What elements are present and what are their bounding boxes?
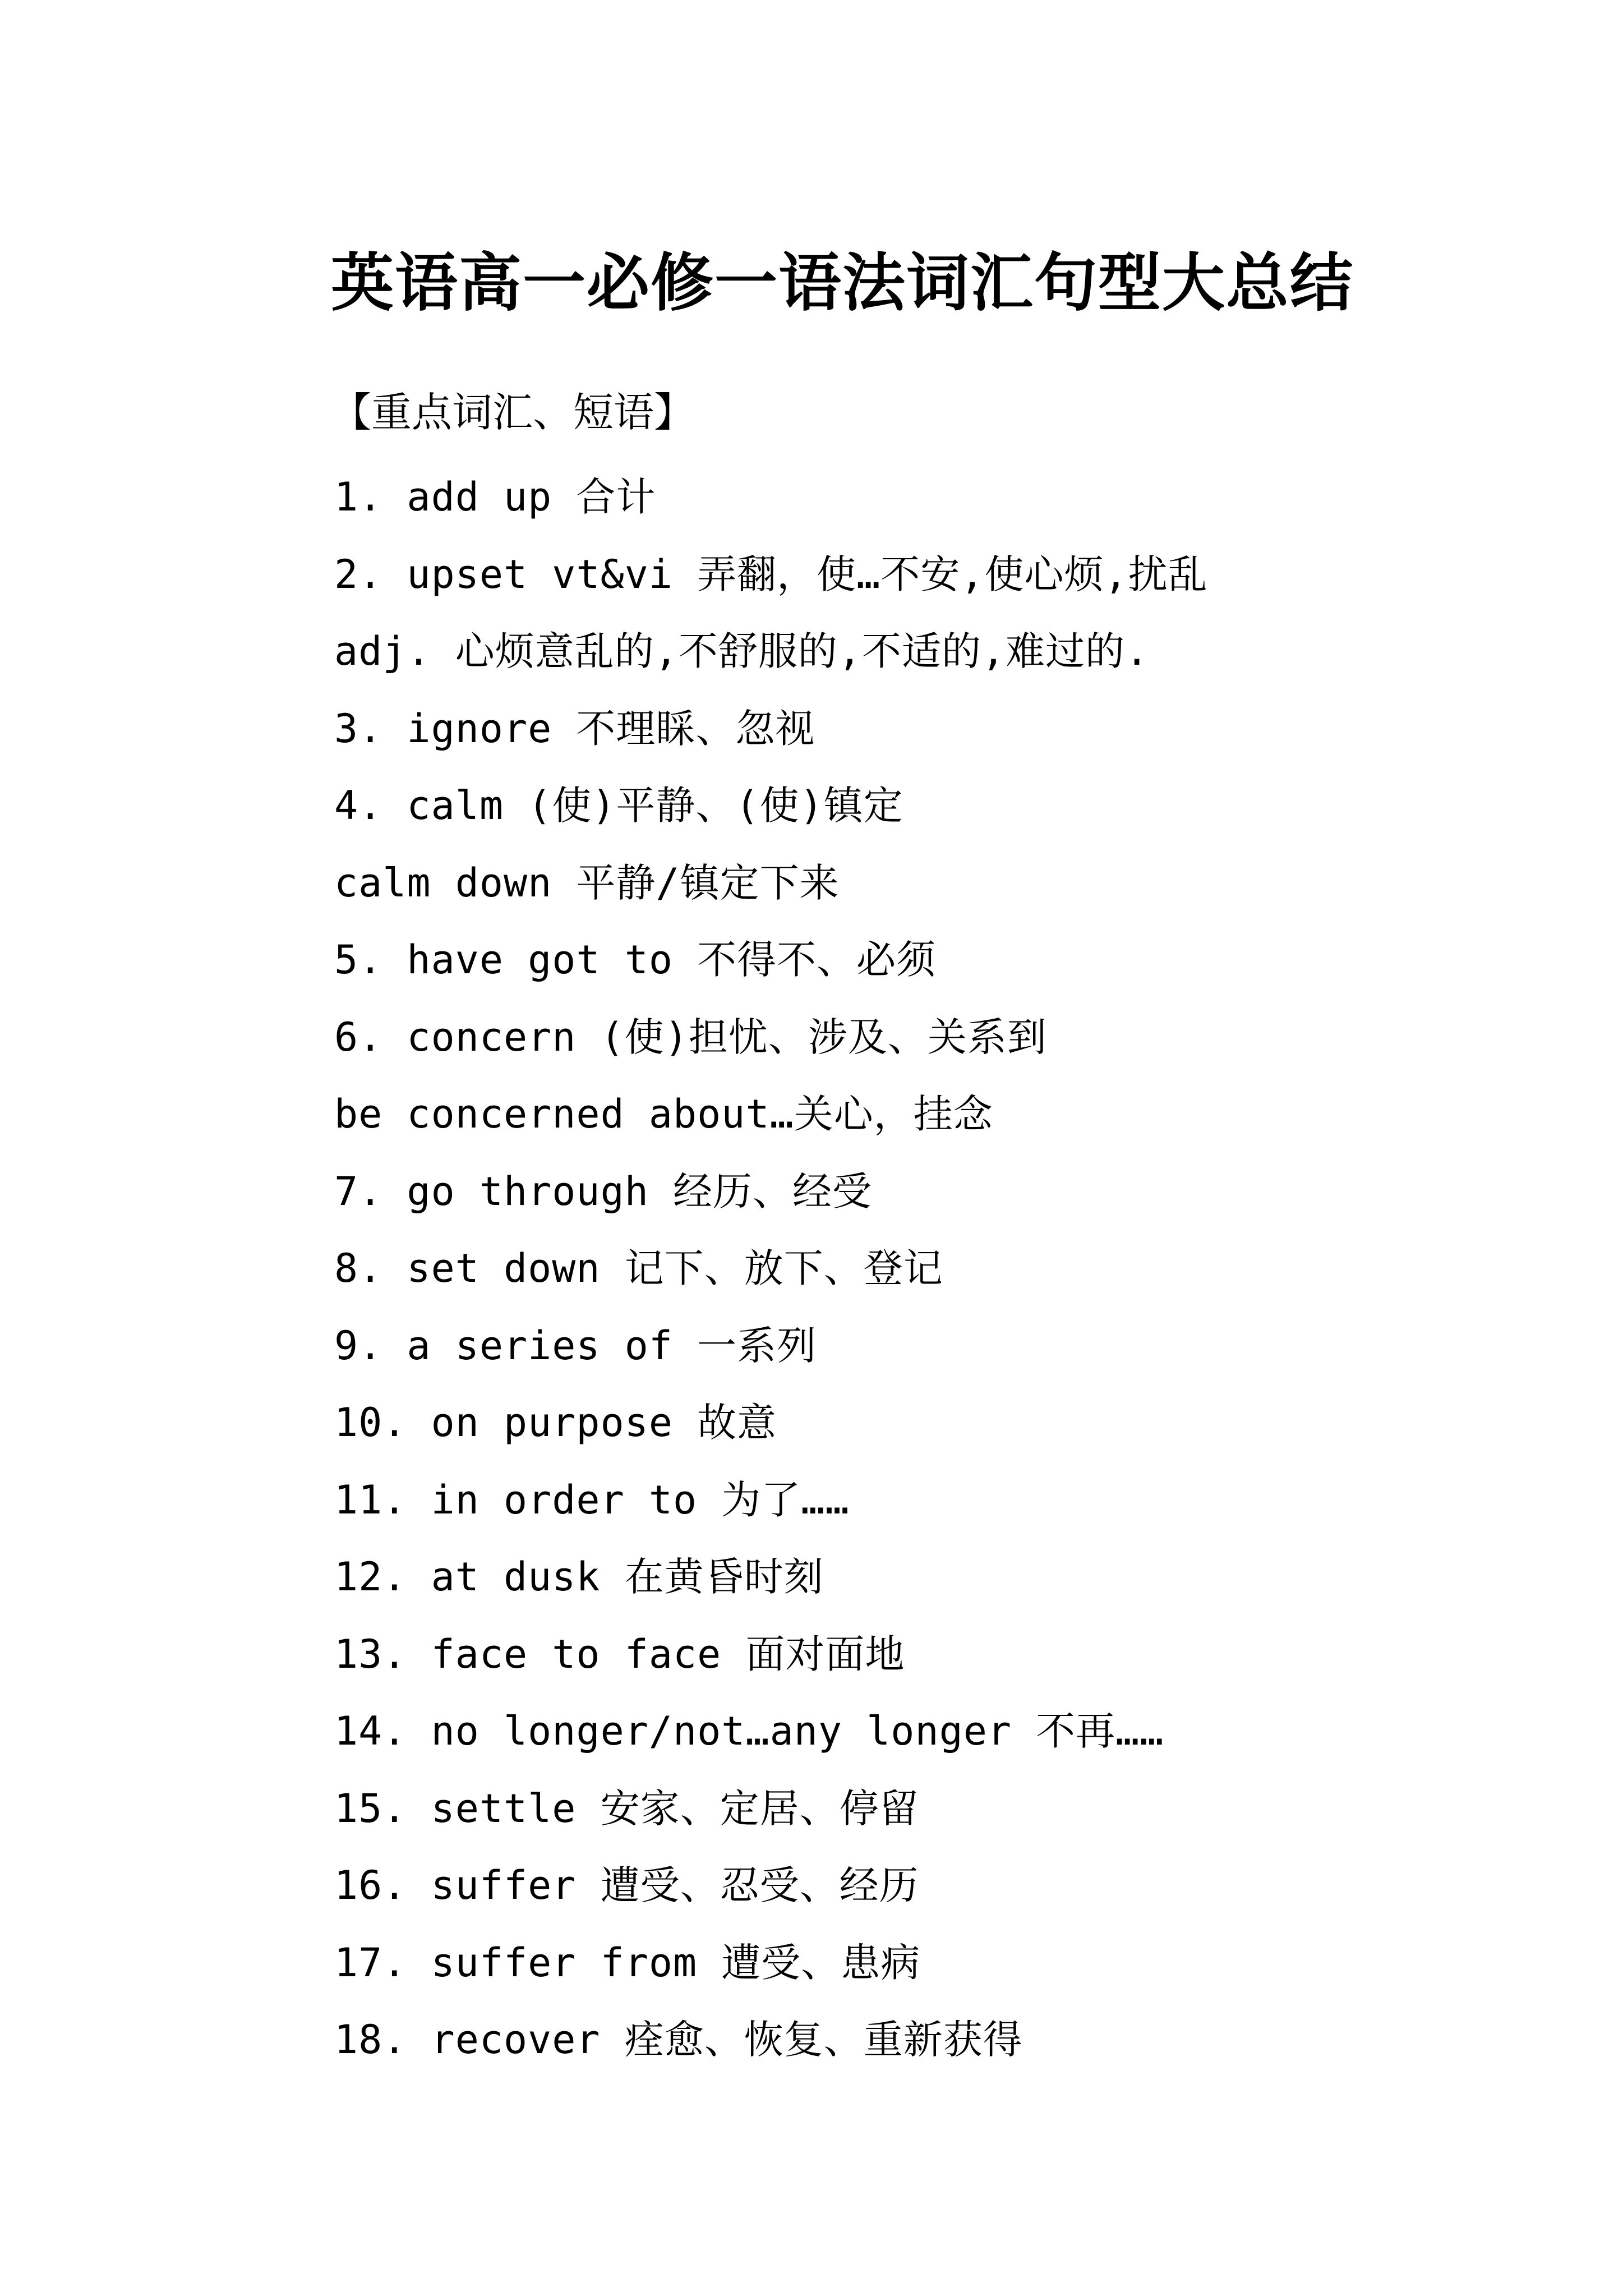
vocabulary-list: [334, 459, 1568, 2079]
vocabulary-entry: 11. in order to 为了……: [334, 1476, 850, 1523]
vocabulary-entry: 18. recover 痊愈、恢复、重新获得: [334, 2017, 1023, 2063]
vocabulary-entry: 8. set down 记下、放下、登记: [334, 1245, 943, 1291]
section-heading: 【重点词汇、短语】: [331, 389, 695, 436]
vocabulary-entry: 4. calm (使)平静、(使)镇定: [334, 783, 903, 829]
vocabulary-entry: 14. no longer/not…any longer 不再……: [334, 1708, 1164, 1754]
vocabulary-entry: 13. face to face 面对面地: [334, 1631, 905, 1677]
vocabulary-entry: 10. on purpose 故意: [334, 1400, 777, 1446]
vocabulary-entry: 3. ignore 不理睬、忽视: [334, 705, 815, 752]
document-title: 英语高一必修一语法词汇句型大总结: [331, 246, 1354, 320]
vocabulary-entry: be concerned about…关心，挂念: [334, 1091, 993, 1137]
vocabulary-entry: 9. a series of 一系列: [334, 1322, 817, 1369]
vocabulary-entry: 1. add up 合计: [334, 474, 656, 520]
vocabulary-entry: 6. concern (使)担忧、涉及、关系到: [334, 1014, 1047, 1060]
vocabulary-entry: 5. have got to 不得不、必须: [334, 937, 937, 983]
vocabulary-entry: 15. settle 安家、定居、停留: [334, 1785, 919, 1832]
vocabulary-entry: 2. upset vt&vi 弄翻，使…不安,使心烦,扰乱: [334, 551, 1208, 597]
vocabulary-entry: 12. at dusk 在黄昏时刻: [334, 1554, 824, 1600]
vocabulary-entry: adj. 心烦意乱的,不舒服的,不适的,难过的.: [334, 628, 1150, 674]
vocabulary-entry: calm down 平静/镇定下来: [334, 859, 840, 906]
vocabulary-entry: 7. go through 经历、经受: [334, 1168, 873, 1214]
vocabulary-entry: 16. suffer 遭受、忍受、经历: [334, 1862, 919, 1908]
vocabulary-entry: 17. suffer from 遭受、患病: [334, 1939, 921, 1986]
